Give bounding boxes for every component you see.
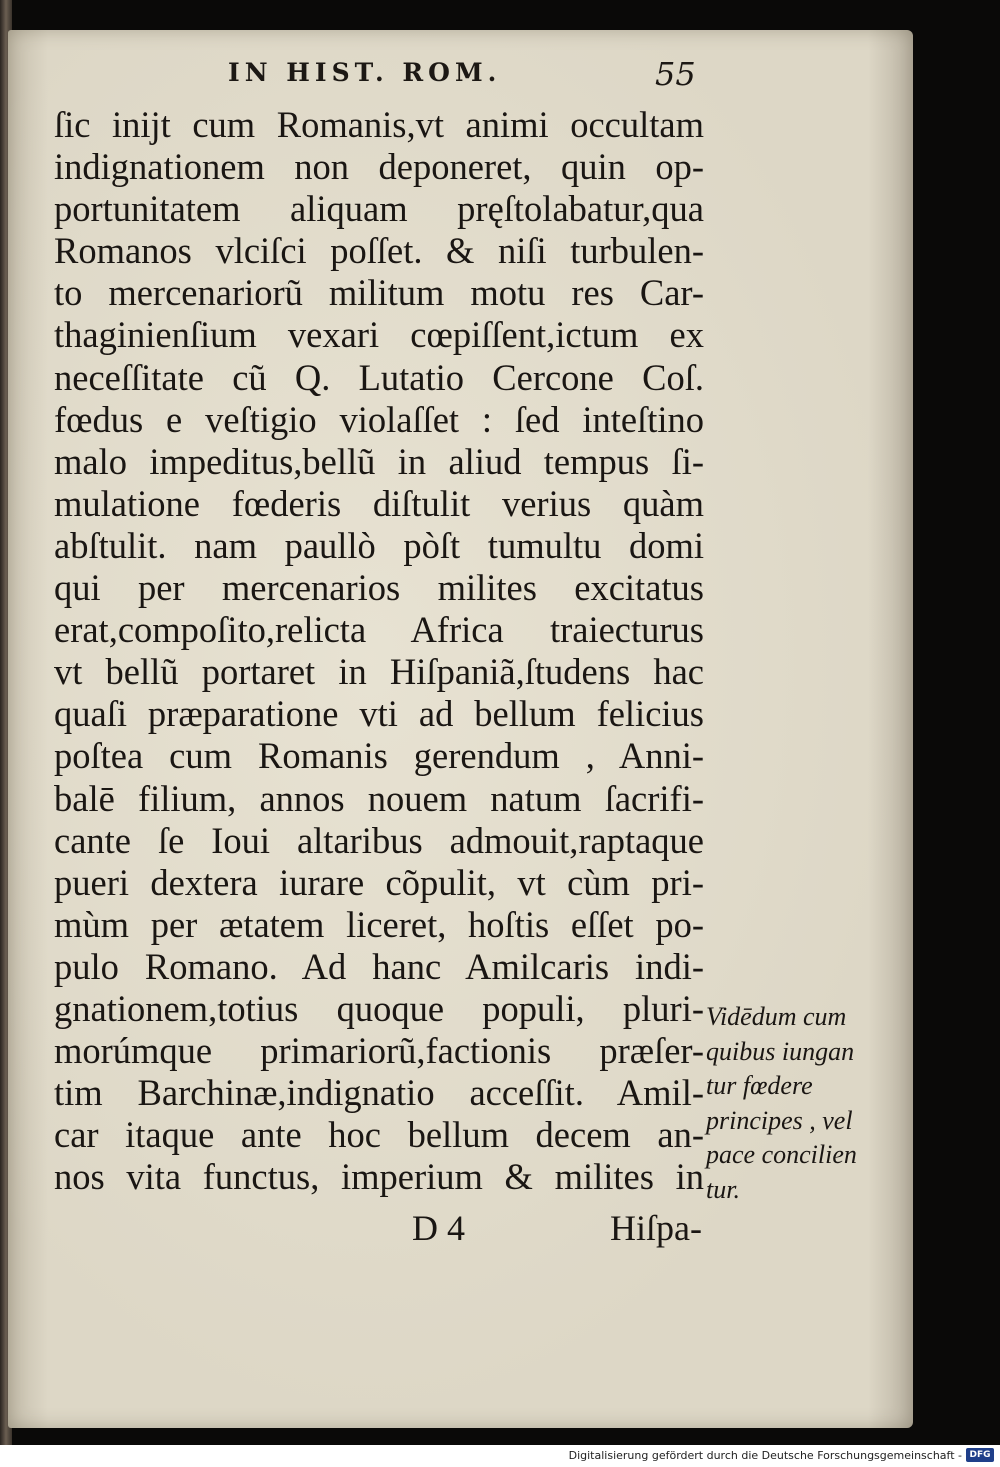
text-line: to mercenariorũ militum motu res Car- xyxy=(54,272,704,314)
marginal-line: pace concilien xyxy=(706,1140,857,1169)
text-line: vt bellũ portaret in Hiſpaniã,ſtudens hac xyxy=(54,651,704,693)
text-line: abſtulit. nam paullò pòſt tumultu domi xyxy=(54,524,704,566)
marginal-line: tur fœdere xyxy=(706,1071,813,1100)
text-line: neceſſitate cũ Q. Lutatio Cercone Coſ. xyxy=(54,356,704,398)
text-line: indignationem non deponeret, quin op- xyxy=(54,146,704,188)
text-line: erat,compoſito,relicta Africa traiecturus xyxy=(54,609,704,651)
marginal-note xyxy=(706,1000,886,1207)
text-line: ſic inijt cum Romanis,vt animi occultam xyxy=(54,104,704,145)
text-line: mùm per ætatem liceret, hoſtis eſſet po- xyxy=(54,903,704,945)
text-line: Romanos vlciſci poſſet. & niſi turbulen- xyxy=(54,230,704,272)
running-head: IN HIST. ROM. xyxy=(228,58,502,87)
text-line: malo impeditus,bellũ in aliud tempus ſi- xyxy=(54,440,704,482)
marginal-line: quibus iungan xyxy=(706,1036,855,1066)
signature-mark: D 4 xyxy=(412,1208,465,1248)
text-line: mulatione fœderis diſtulit verius quàm xyxy=(54,482,704,524)
text-line: balē filium, annos nouem natum ſacrifi- xyxy=(54,777,704,819)
page-number: 55 xyxy=(655,55,696,93)
text-line: morúmque primariorũ,factionis præſer- xyxy=(54,1030,704,1072)
text-line: pueri dextera iurare cõpulit, vt cùm pri- xyxy=(54,861,704,903)
catchword-row xyxy=(412,1207,702,1253)
text-line: fœdus e veſtigio violaſſet : ſed inteſtino xyxy=(54,398,704,440)
text-line: qui per mercenarios milites excitatus xyxy=(54,567,704,609)
catchword: Hiſpa- xyxy=(610,1208,702,1248)
marginal-line: Vidēdum cum xyxy=(706,1002,847,1031)
text-line: portunitatem aliquam pręſtolabatur,qua xyxy=(54,188,704,230)
text-line: cante ſe Ioui altaribus admouit,raptaque xyxy=(54,819,704,861)
text-line: tim Barchinæ,indignatio acceſſit. Amil- xyxy=(54,1072,704,1114)
text-line: poſtea cum Romanis gerendum , Anni- xyxy=(54,735,704,777)
text-line: nos vita functus, imperium & milites in xyxy=(54,1156,704,1198)
text-line: quaſi præparatione vti ad bellum felicius xyxy=(54,693,704,735)
funding-credit: Digitalisierung gefördert durch die Deutsche Forschungsgemeinschaft - xyxy=(568,1449,962,1462)
body-text xyxy=(54,104,704,1198)
text-line: pulo Romano. Ad hanc Amilcaris indi- xyxy=(54,945,704,987)
dfg-logo: DFG xyxy=(966,1448,994,1462)
marginal-line: principes , vel xyxy=(706,1105,853,1135)
marginal-line: tur. xyxy=(706,1174,740,1204)
text-line: gnationem,totius quoque populi, pluri- xyxy=(54,987,704,1029)
text-line: thaginienſium vexari cœpiſſent,ictum ex xyxy=(54,314,704,356)
text-line: car itaque ante hoc bellum decem an- xyxy=(54,1114,704,1156)
